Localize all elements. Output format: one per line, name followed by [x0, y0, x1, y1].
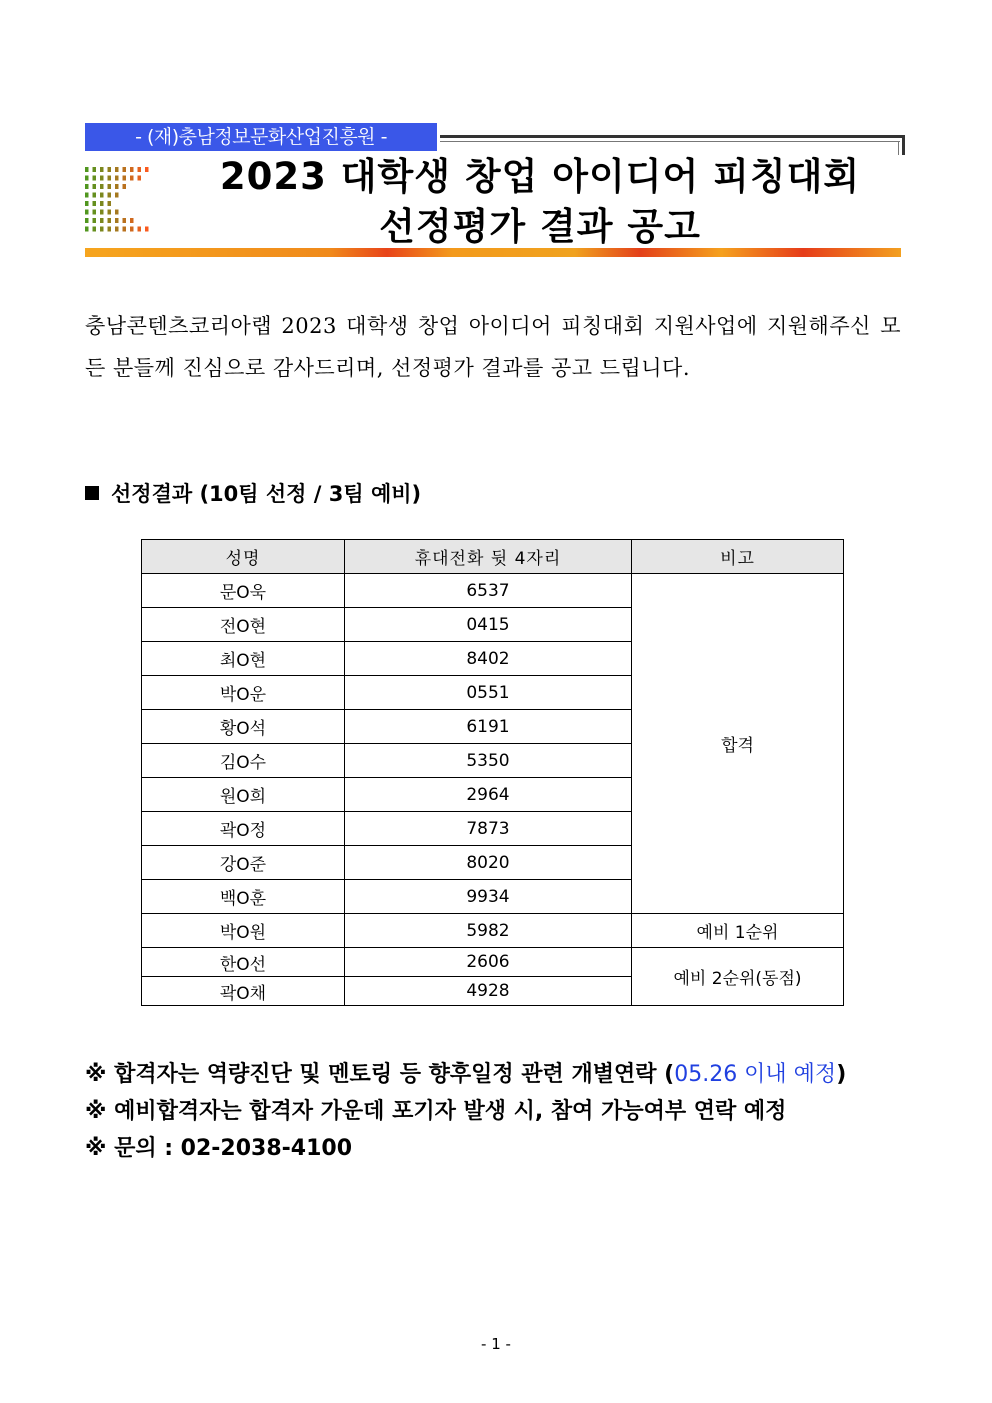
square-bullet-icon — [85, 486, 99, 500]
section-heading — [85, 478, 421, 510]
header-frame-corner — [902, 135, 905, 155]
cell-phone: 7873 — [345, 812, 632, 846]
page-number: - 1 - — [481, 1335, 511, 1353]
page-title-line1: 2023 대학생 창업 아이디어 피칭대회 — [219, 155, 861, 198]
note-line-3 — [85, 1130, 925, 1167]
note-line-1 — [85, 1056, 925, 1093]
cell-phone: 8402 — [345, 642, 632, 676]
note-contact: 문의 : 02-2038-4100 — [114, 1136, 353, 1161]
cell-phone: 9934 — [345, 880, 632, 914]
note-deadline: 05.26 이내 예정 — [674, 1062, 837, 1087]
cell-name: 박O운 — [142, 676, 345, 710]
cell-name: 김O수 — [142, 744, 345, 778]
cell-phone: 0551 — [345, 676, 632, 710]
cell-phone: 5982 — [345, 914, 632, 948]
title-underline-bar — [85, 248, 901, 257]
cell-name: 한O선 — [142, 948, 345, 977]
header-phone: 휴대전화 뒷 4자리 — [345, 540, 632, 574]
table-row — [142, 948, 844, 977]
table-row — [142, 574, 844, 608]
cell-name: 원O희 — [142, 778, 345, 812]
cell-phone: 5350 — [345, 744, 632, 778]
cell-name: 전O현 — [142, 608, 345, 642]
cell-note-reserve1: 예비 1순위 — [632, 914, 844, 948]
cell-name: 곽O채 — [142, 977, 345, 1006]
page-title-line2: 선정평가 결과 공고 — [379, 205, 701, 248]
header-note: 비고 — [632, 540, 844, 574]
table-header-row — [142, 540, 844, 574]
note-mark: ※ — [85, 1099, 107, 1124]
note-close: ) — [836, 1062, 847, 1087]
cell-note-pass: 합격 — [632, 574, 844, 914]
header-frame-line-inner — [440, 141, 900, 142]
cell-name: 최O현 — [142, 642, 345, 676]
cell-phone: 2606 — [345, 948, 632, 977]
intro-paragraph: 충남콘텐츠코리아랩 2023 대학생 창업 아이디어 피칭대회 지원사업에 지원해주신 모든 분들께 진심으로 감사드리며, 선정평가 결과를 공고 드립니다. — [85, 314, 901, 380]
cell-name: 강O준 — [142, 846, 345, 880]
note-mark: ※ — [85, 1062, 107, 1087]
cell-phone: 6191 — [345, 710, 632, 744]
header-frame-line — [440, 135, 905, 138]
note-text: 합격자는 역량진단 및 멘토링 등 향후일정 관련 개별연락 ( — [114, 1062, 675, 1087]
notes-block — [85, 1056, 925, 1167]
dot-grid-logo-icon — [85, 165, 155, 237]
cell-phone: 4928 — [345, 977, 632, 1006]
cell-phone: 8020 — [345, 846, 632, 880]
cell-name: 문O욱 — [142, 574, 345, 608]
results-table — [141, 539, 844, 1006]
cell-phone: 0415 — [345, 608, 632, 642]
note-mark: ※ — [85, 1136, 107, 1161]
header-frame-corner-inner — [898, 141, 899, 155]
cell-phone: 2964 — [345, 778, 632, 812]
cell-name: 박O원 — [142, 914, 345, 948]
cell-name: 백O훈 — [142, 880, 345, 914]
header-name: 성명 — [142, 540, 345, 574]
table-row — [142, 914, 844, 948]
cell-name: 곽O정 — [142, 812, 345, 846]
cell-name: 황O석 — [142, 710, 345, 744]
cell-note-reserve2: 예비 2순위(동점) — [632, 948, 844, 1006]
note-text: 예비합격자는 합격자 가운데 포기자 발생 시, 참여 가능여부 연락 예정 — [114, 1099, 787, 1124]
note-line-2 — [85, 1093, 925, 1130]
org-banner: - (재)충남정보문화산업진흥원 - — [85, 123, 437, 151]
section-heading-text: 선정결과 (10팀 선정 / 3팀 예비) — [111, 482, 422, 506]
cell-phone: 6537 — [345, 574, 632, 608]
